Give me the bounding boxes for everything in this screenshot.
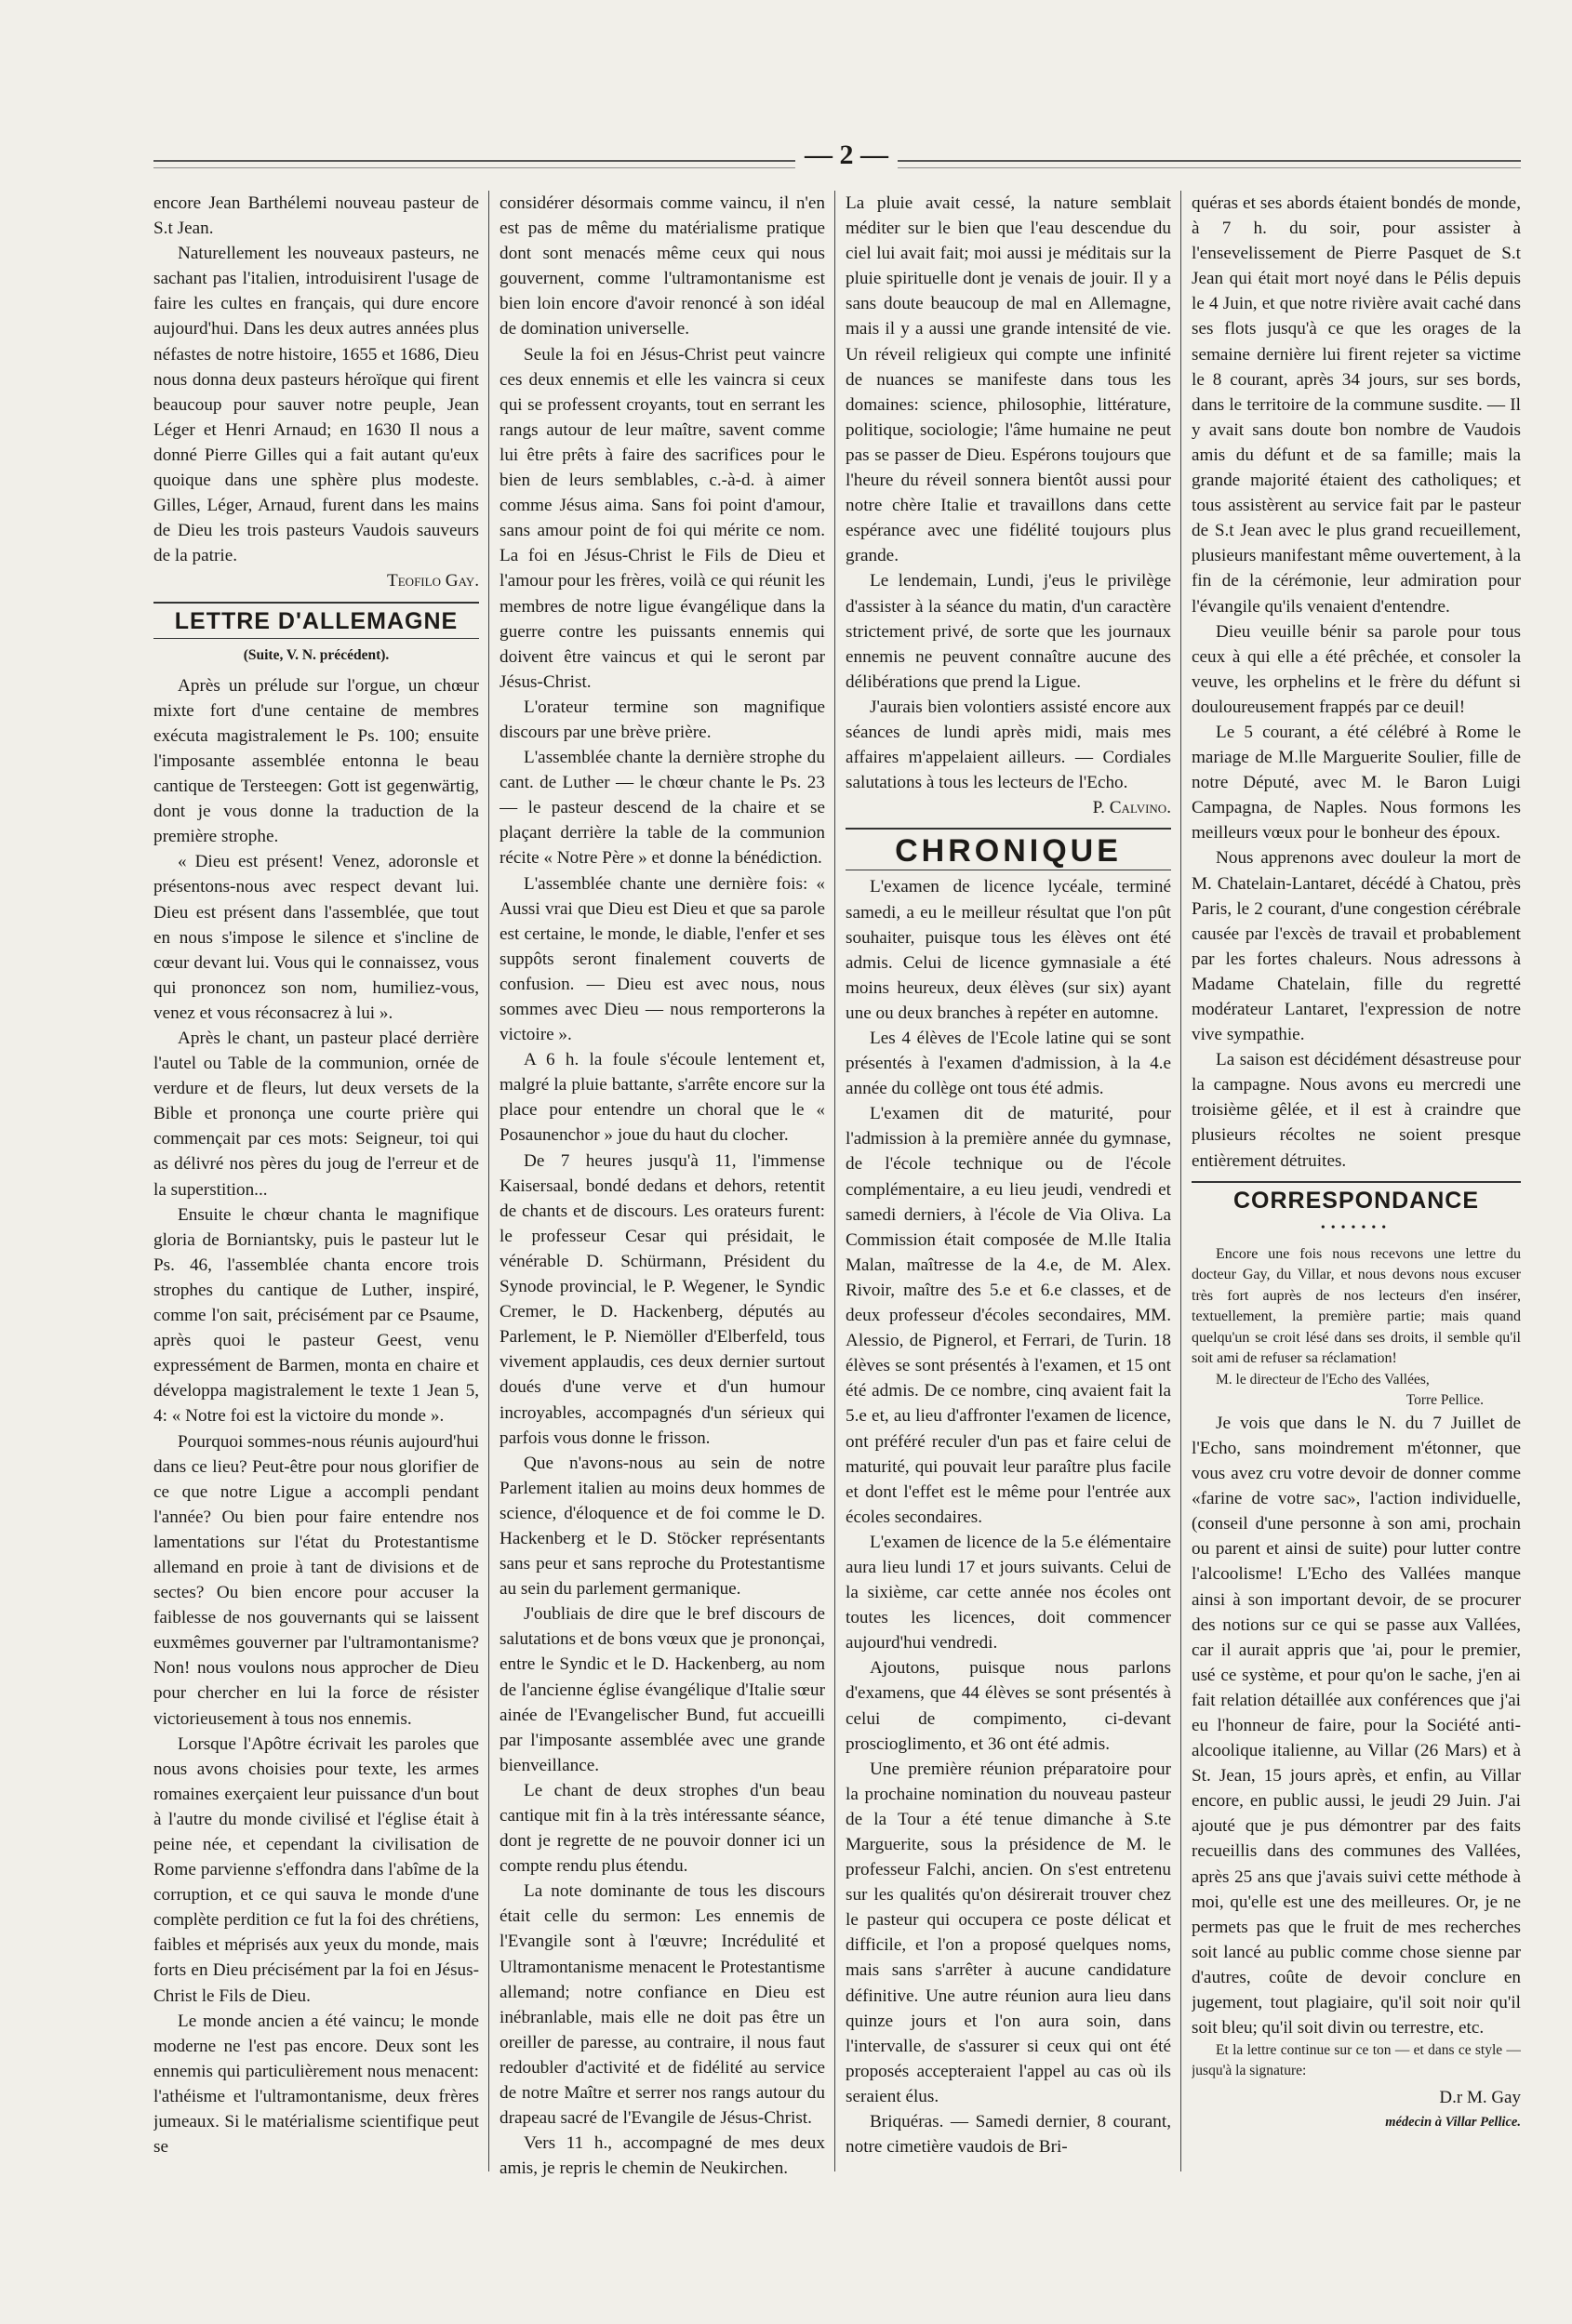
paragraph: Que n'avons-nous au sein de notre Parlement italien au moins deux hommes de science, d'éloquence et de foi comme le D. Hackenberg et le D. Stöcker représentants sans peur et sans reproche du Protestantisme au sein du parlement germanique. — [500, 1453, 825, 1600]
paragraph: L'orateur termine son magnifique discours par une brève prière. — [500, 697, 825, 742]
paragraph: Le lendemain, Lundi, j'eus le privilège d'assister à la séance du matin, d'un caractère strictement privé, de sorte que les journaux ennemis ne peuvent connaître aucune des délibérations que prend la Ligue. — [846, 571, 1171, 692]
paragraph: Briquéras. — Samedi dernier, 8 courant, notre cimetière vaudois de Bri- — [846, 2112, 1171, 2158]
divider — [846, 828, 1171, 830]
paragraph: J'oubliais de dire que le bref discours de salutations et de bons vœux que je prononçai, entre le Syndic et le D. Hackenberg, au nom de l'ancienne église évangélique d'Italie sœur ainée de l'Evangelischer Bund, fut accueilli par l'imposante assemblée avec une grande bienveillance. — [500, 1604, 825, 1775]
paragraph: Seule la foi en Jésus-Christ peut vaincre ces deux ennemis et elle les vaincra si ceux qui se professent croyants, tout en serrant les rangs autour de leur maître, savent comme lui être prêts à faire des sacrifices pour le bien de leurs semblables, c.-à-d. à aimer comme Jésus aima. Sans foi point d'amour, sans amour point de foi qui mérite ce nom. La foi en Jésus-Christ le Fils de Dieu et l'amour pour les frères, voilà ce qui réunit les membres de notre ligue évangélique dans la guerre contre les puissants ennemis qui doivent être vaincus et qui le seront par Jésus-Christ. — [500, 344, 825, 692]
closing-note: Et la lettre continue sur ce ton — et dans ce style — jusqu'à la signature: — [1192, 2042, 1521, 2079]
section-title-chronique: CHRONIQUE — [895, 833, 1122, 870]
paragraph: Après un prélude sur l'orgue, un chœur mixte fort d'une centaine de membres exécuta magistralement le Ps. 100; ensuite l'imposante assemblée entonna le beau cantique de Tersteegen: Gott ist gegenwärtig, dont je vous donne la traduction de la première strophe. — [153, 675, 479, 847]
paragraph: Nous apprenons avec douleur la mort de M. Chatelain-Lantaret, décédé à Chatou, près Paris, le 2 courant, d'une congestion cérébrale causée par l'excès de travail et probablement par les fortes chaleurs. Nous adressons à Madame Chatelain, fille du regretté modérateur Lantaret, l'expression de notre vive sympathie. — [1192, 848, 1521, 1045]
signature: P. Calvino. — [1092, 798, 1171, 818]
paragraph: De 7 heures jusqu'à 11, l'immense Kaisersaal, bondé dedans et dehors, retentit de chants et de discours. Les orateurs furent: le professeur Cesar qui présidait, le vénérable D. Schürmann, Président du Synode provincial, le P. Wegener, le Syndic Cremer, le D. Hackenberg, députés au Parlement, le P. Niemöller d'Elberfeld, tous vivement applaudis, ces deux dernier surtout doués d'une verve et d'un humour incroyables, accompagnés d'un sérieux qui parfois vous donne le frisson. — [500, 1150, 825, 1448]
section-title-lettre: LETTRE D'ALLEMAGNE — [174, 607, 459, 634]
paragraph: Ajoutons, puisque nous parlons d'examens, que 44 élèves se sont présentés à celui de compimento, ci-devant proscioglimento, et 36 ont été admis. — [846, 1658, 1171, 1754]
paragraph: quéras et ses abords étaient bondés de monde, à 7 h. du soir, pour assister à l'ensevelissement de Pierre Pasquet de S.t Jean qui était mort noyé dans le Pélis depuis le 4 Juin, et que notre rivière avait caché dans ses flots jusqu'à ce que les orages de la semaine dernière lui firent rejeter sa victime le 8 courant, après 34 jours, sur ses bords, dans le territoire de la commune susdite. — Il y avait sans doute bon nombre de Vaudois amis du défunt et de sa famille; mais la grande majorité étaient des catholiques; et tous assistèrent au service fait par le pasteur de S.t Jean avec le plus grand recueillement, plusieurs manifestant même ouvertement, à la fin de la cérémonie, leur admiration pour l'évangile qu'ils venaient d'entendre. — [1192, 193, 1521, 617]
correspondance-intro — [1192, 1244, 1521, 1370]
column-4 — [1192, 191, 1521, 2209]
divider — [153, 602, 479, 604]
paragraph: La pluie avait cessé, la nature semblait méditer sur le bien que l'eau descendue du ciel lui avait fait; moi aussi je méditais sur la pluie spirituelle dont je venais de jouir. Il y a sans doute beaucoup de mal en Allemagne, mais il y a aussi une grande intensité de vie. Un réveil religieux qui compte une infinité de nuances se manifeste dans tous les domaines: science, philosophie, littérature, politique, sociologie; l'âme humaine ne peut pas se passer de Dieu. Espérons toujours que l'heure du réveil sonnera bientôt aussi pour notre chère Italie et travaillons dans cette espérance avec une fidélité toujours plus grande. — [846, 193, 1171, 566]
paragraph: Je vois que dans le N. du 7 Juillet de l'Echo, sans moindrement m'étonner, que vous avez cru votre devoir de donner comme «farine de votre sac», l'action individuelle, (conseil d'une personne à son ami, prochain ou parent et ainsi de suite) pour lutter contre l'alcoolisme! L'Echo des Vallées manque ainsi à son important devoir, de se procurer des notions sur ce qui se passe aux Vallées, car il aurait appris que 'ai, pour le premier, usé ce système, et pour qu'on le sache, j'en ai fait relation détaillée aux conférences que j'ai eu l'honneur de faire, pour la Société anti-alcoolique italienne, au Villar (26 Mars) et à St. Jean, 15 jours après, et enfin, au Villar encore, en public aussi, le jeudi 29 Juin. J'ai ajouté que je pus démontrer par des faits recueillis dans des communes des Vallées, après 25 ans que j'avais suivi cette méthode à moi, qu'elle est une des meilleures. Or, je ne permets pas que le fruit de mes recherches soit lancé au public comme chose sienne par d'autres, coûte de devoir conclure en jugement, tout plagiaire, qu'il soit noir qu'il soit bleu; qu'il soit divin ou terrestre, etc. — [1192, 1413, 1521, 2038]
paragraph: L'examen de licence de la 5.e élémentaire aura lieu lundi 17 et jours suivants. Celui de la sixième, car cette année nos écoles ont toutes les licences, doit commencer aujourd'hui vendredi. — [846, 1532, 1171, 1653]
paragraph: Le chant de deux strophes d'un beau cantique mit fin à la très intéressante séance, dont je regrette de ne pouvoir donner ici un compte rendu plus étendu. — [500, 1780, 825, 1877]
paragraph: L'examen de licence lycéale, terminé samedi, a eu le meilleur résultat que l'on pût souhaiter, puisque tous les élèves ont été admis. Celui de licence gymnasiale a été moins heureux, deux élèves (sur six) ayant une ou deux branches à repéter en automne. — [846, 877, 1171, 1023]
paragraph: A 6 h. la foule s'écoule lentement et, malgré la pluie battante, s'arrête encore sur la place pour entendre un choral que le « Posaunenchor » joue du haut du clocher. — [500, 1050, 825, 1146]
paragraph: encore Jean Barthélemi nouveau pasteur de S.t Jean. — [153, 193, 479, 239]
paragraph: L'assemblée chante une dernière fois: « Aussi vrai que Dieu est Dieu et que sa parole est certaine, le monde, le diable, l'enfer et ses suppôts seront finalement couverts de confusion. — Dieu est avec nous, nous sommes avec Dieu — nous remporterons la victoire ». — [500, 873, 825, 1045]
paragraph: Le monde ancien a été vaincu; le monde moderne ne l'est pas encore. Deux sont les ennemis qui particulièrement nous menacent: l'athéisme et l'ultramontanisme, deux frères jumeaux. Si le matérialisme scientifique peut se — [153, 2011, 479, 2158]
paragraph: L'examen dit de maturité, pour l'admission à la première année du gymnase, de l'école technique ou de l'école complémentaire, a eu lieu jeudi, vendredi et samedi derniers, à l'école de Via Oliva. La Commission était composée de M.lle Italia Malan, maîtresse de la 4.e, de M. Alex. Rivoir, maître des 5.e et 6.e classes, et de deux professeur d'écoles secondaires, MM. Alessio, de Pignerol, et Ferrari, de Turin. 18 élèves se sont présentés à l'examen, et 15 ont été admis. De ce nombre, cinq avaient fait la 5.e et, au lieu d'affronter l'examen de licence, ont préféré reculer d'un pas et faire celui de maturité, qui pouvait leur paraître plus facile et dont l'effet est le même pour l'entrée aux écoles secondaires. — [846, 1104, 1171, 1527]
paragraph: Pourquoi sommes-nous réunis aujourd'hui dans ce lieu? Peut-être pour nous glorifier de ce que notre Ligue a accompli pendant l'année? Ou bien pour faire entendre nos lamentations sur l'état du Protestantisme allemand en proie à tant de divisions et de sectes? Ou bien encore pour accuser la faiblesse de nos gouvernants qui se laissent euxmêmes gouverner par l'ultramontanisme? Non! nous voulons nous approcher de Dieu pour chercher en lui la force de résister victorieusement à tous nos ennemis. — [153, 1431, 479, 1729]
section-title-correspondance: CORRESPONDANCE — [1232, 1187, 1480, 1214]
paragraph: Dieu veuille bénir sa parole pour tous ceux à qui elle a été prêchée, et consoler la veuve, les orphelins et le frère du défunt si douloureusement frappés par ce deuil! — [1192, 621, 1521, 717]
paragraph: Ensuite le chœur chanta le magnifique gloria de Borniantsky, puis le pasteur lut le Ps. 46, l'assemblée chanta encore trois strophes du cantique de Luther, inspiré, comme l'on sait, précisément par ce Psaume, après quoi le pasteur Geest, venu expressément de Barmen, monta en chaire et développa magistralement le texte 1 Jean 5, 4: « Notre foi est la victoire du monde ». — [153, 1204, 479, 1427]
page-number: — 2 — — [795, 139, 898, 171]
paragraph: Naturellement les nouveaux pasteurs, ne sachant pas l'italien, introduisirent l'usage de faire les cultes en français, qui dure encore aujourd'hui. Dans les deux autres années plus néfastes de notre histoire, 1655 et 1686, Dieu nous donna deux pasteurs héroïque qui firent beaucoup pour sauver notre peuple, Jean Léger et Henri Arnaud; en 1630 Il nous a donné Pierre Gilles qui a fait autant qu'eux quoique dans une sphère plus modeste. Gilles, Léger, Arnaud, furent dans les mains de Dieu les trois pasteurs Vaudois sauveurs de la patrie. — [153, 244, 479, 566]
letter-address-place: Torre Pellice. — [1405, 1391, 1484, 1408]
signature: Teofilo Gay. — [387, 571, 479, 591]
divider — [153, 638, 479, 639]
column-1 — [153, 191, 479, 2209]
paragraph: considérer désormais comme vaincu, il n'en est pas de même du matérialisme pratique dont sont menacés même ceux qui nous gouvernent, comme l'ultramontanisme est bien loin encore d'avoir renoncé à son idéal de domination universelle. — [500, 193, 825, 339]
paragraph: L'assemblée chante la dernière strophe du cant. de Luther — le chœur chante le Ps. 23 — le pasteur descend de la chaire et se plaçant derrière la table de la communion récite « Notre Père » et donne la bénédiction. — [500, 748, 825, 869]
paragraph: Les 4 élèves de l'Ecole latine qui se sont présentés à l'examen d'admission, à la 4.e année du collège ont tous été admis. — [846, 1029, 1171, 1099]
column-rule — [1180, 191, 1181, 2171]
paragraph: Une première réunion préparatoire pour la prochaine nomination du nouveau pasteur de la Tour a été tenue dimanche à S.te Marguerite, sous la présidence de M. le professeur Falchi, ancien. On s'est entretenu sur les qualités qu'on désirerait trouver chez le pasteur qui occupera ce poste délicat et difficile, et l'on a proposé quelques noms, mais sans s'arrêter à aucune candidature définitive. Une autre réunion aura lieu dans quinze jours et l'on aura soin, dans l'intervalle, de s'assurer si ceux qui ont été proposés accepteraient l'appel au cas où ils seraient élus. — [846, 1759, 1171, 2106]
column-2 — [500, 191, 825, 2209]
column-rule — [834, 191, 835, 2171]
section-subtitle: (Suite, V. N. précédent). — [243, 646, 390, 663]
paragraph: Vers 11 h., accompagné de mes deux amis, je repris le chemin de Neukirchen. — [500, 2133, 825, 2179]
paragraph: La saison est décidément désastreuse pour la campagne. Nous avons eu mercredi une troisième gêlée, et il est à craindre que plusieurs récoltes ne soient presque entièrement détruites. — [1192, 1050, 1521, 1171]
column-3 — [846, 191, 1171, 2209]
divider — [1192, 1181, 1521, 1183]
letter-address: M. le directeur de l'Echo des Vallées, — [1216, 1371, 1430, 1388]
paragraph: Encore une fois nous recevons une lettre du docteur Gay, du Villar, et nous devons nous excuser très fort auprès de nos lecteurs d'en insérer, textuellement, la première partie; mais quand quelqu'un se croit lésé dans ses droits, il semble qu'il soit ami de refuser sa réclamation! — [1192, 1245, 1521, 1367]
signature-subtitle: médecin à Villar Pellice. — [1385, 2115, 1521, 2131]
ornament: ••••••• — [1320, 1220, 1392, 1235]
paragraph: La note dominante de tous les discours était celle du sermon: Les ennemis de l'Evangile sont à l'œuvre; Incrédulité et Ultramontanisme menacent le Protestantisme allemand; notre confiance en Dieu est inébranlable, mais elle ne doit pas être un oreiller de paresse, au contraire, il nous faut redoubler d'activité et de fidélité au service de notre Maître et serrer nos rangs autour du drapeau sacré de l'Evangile de Jésus-Christ. — [500, 1881, 825, 2129]
paragraph: Lorsque l'Apôtre écrivait les paroles que nous avons choisies pour texte, les armes romaines exerçaient leur puissance d'un bout à l'autre du monde civilisé et l'église était à peine née, et cependant la civilisation de Rome parvienne s'effondra dans l'abîme de la corruption, et ce qui sauva le monde d'une complète perdition ce fut la foi des chrétiens, faibles et méprisés aux yeux du monde, mais forts en Dieu précisément par la foi en Jésus-Christ le Fils de Dieu. — [153, 1733, 479, 2006]
column-rule — [488, 191, 489, 2171]
paragraph: J'aurais bien volontiers assisté encore aux séances de lundi après midi, mais mes affaires m'appelaient ailleurs. — Cordiales salutations à tous les lecteurs de l'Echo. — [846, 697, 1171, 793]
paragraph: Le 5 courant, a été célébré à Rome le mariage de M.lle Marguerite Soulier, fille de notre Député, avec M. le Baron Luigi Campagna, de Naples. Nous formons les meilleurs vœux pour le bonheur des époux. — [1192, 722, 1521, 843]
signature: D.r M. Gay — [1439, 2088, 1521, 2108]
paragraph: « Dieu est présent! Venez, adoronsle et présentons-nous avec respect devant lui. Dieu est présent dans l'assemblée, que tout en nous s'impose le silence et s'incline de cœur devant lui. Vous qui le connaissez, vous qui prononcez son nom, humiliez-vous, venez et vous réconsacrez à lui ». — [153, 852, 479, 1023]
paragraph: Après le chant, un pasteur placé derrière l'autel ou Table de la communion, ornée de verdure et de fleurs, lut deux versets de la Bible et prononça une courte prière qui commençait par ces mots: Seigneur, toi qui as délivré nos pères du joug de l'erreur et de la superstition... — [153, 1029, 479, 1200]
